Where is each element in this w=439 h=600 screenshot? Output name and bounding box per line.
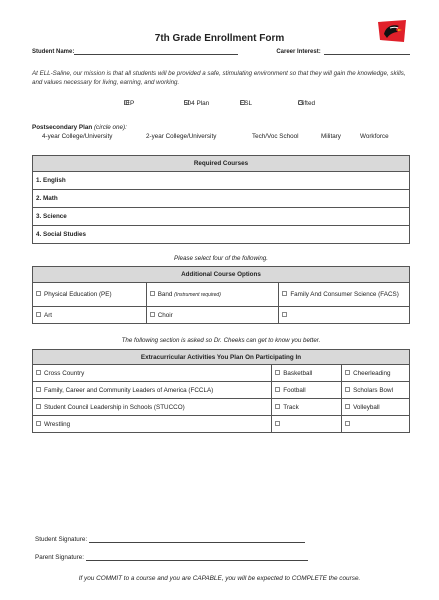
required-courses-header: Required Courses: [33, 156, 410, 172]
activity-option[interactable]: Wrestling: [33, 416, 272, 433]
activity-option[interactable]: Track: [272, 399, 342, 416]
option-tech[interactable]: Tech/Voc School: [252, 133, 299, 140]
extracurricular-table: [32, 349, 410, 433]
additional-courses-header: Additional Course Options: [33, 267, 410, 283]
option-4yr[interactable]: 4-year College/University: [42, 133, 113, 140]
activity-option[interactable]: Volleyball: [342, 399, 410, 416]
parent-signature-line: [35, 554, 308, 561]
course-option[interactable]: Physical Education (PE): [33, 283, 147, 307]
activity-option[interactable]: Cross Country: [33, 365, 272, 382]
activity-option[interactable]: Football: [272, 382, 342, 399]
activity-option[interactable]: Student Council Leadership in Schools (STUCCO): [33, 399, 272, 416]
checkbox-icon[interactable]: [36, 404, 41, 409]
course-row: 2. Math: [33, 190, 410, 208]
student-name-field[interactable]: [74, 48, 238, 55]
course-option[interactable]: [279, 307, 410, 324]
checkbox-icon[interactable]: [275, 421, 280, 426]
student-signature-label: Student Signature:: [35, 536, 88, 543]
checkbox-icon[interactable]: [345, 404, 350, 409]
student-signature-field[interactable]: [89, 536, 305, 543]
checkbox-icon[interactable]: [36, 421, 41, 426]
activity-option[interactable]: Cheerleading: [342, 365, 410, 382]
option-2yr[interactable]: 2-year College/University: [146, 133, 217, 140]
footer-note: If you COMMIT to a course and you are CAPABLE, you will be expected to COMPLETE the course.: [78, 575, 361, 582]
career-interest-label: Career Interest:: [276, 49, 321, 55]
activity-option[interactable]: Basketball: [272, 365, 342, 382]
parent-signature-field[interactable]: [86, 554, 308, 561]
checkbox-icon[interactable]: [275, 387, 280, 392]
checkbox-icon[interactable]: [275, 404, 280, 409]
course-option[interactable]: Choir: [146, 307, 279, 324]
checkbox-icon[interactable]: [282, 291, 287, 296]
form-title: 7th Grade Enrollment Form: [154, 33, 285, 44]
activity-option[interactable]: [342, 416, 410, 433]
parent-signature-label: Parent Signature:: [35, 554, 85, 561]
checkbox-icon[interactable]: [150, 312, 155, 317]
course-option[interactable]: Band (Instrument required): [146, 283, 279, 307]
additional-courses-table: [32, 266, 410, 324]
checkbox-icon[interactable]: [150, 291, 155, 296]
required-courses-table: [32, 155, 410, 244]
postsecondary-label: Postsecondary Plan (circle one):: [32, 124, 127, 131]
student-signature-line: [35, 536, 305, 543]
checkbox-icon[interactable]: [36, 370, 41, 375]
checkbox-icon[interactable]: [282, 312, 287, 317]
activity-option[interactable]: [272, 416, 342, 433]
additional-note: Please select four of the following.: [174, 255, 268, 262]
student-name-label: Student Name:: [32, 49, 75, 55]
checkbox-icon[interactable]: [275, 370, 280, 375]
course-option[interactable]: Family And Consumer Science (FACS): [279, 283, 410, 307]
option-military[interactable]: Military: [321, 133, 341, 140]
extracurricular-header: Extracurricular Activities You Plan On Participating In: [33, 350, 410, 365]
option-workforce[interactable]: Workforce: [360, 133, 389, 140]
course-row: 3. Science: [33, 208, 410, 226]
career-interest-field[interactable]: [324, 48, 410, 55]
activity-option[interactable]: Scholars Bowl: [342, 382, 410, 399]
checkbox-icon[interactable]: [36, 312, 41, 317]
activity-option[interactable]: Family, Career and Community Leaders of America (FCCLA): [33, 382, 272, 399]
checkbox-icon[interactable]: [345, 421, 350, 426]
course-option[interactable]: Art: [33, 307, 147, 324]
checkbox-icon[interactable]: [345, 370, 350, 375]
course-row: 1. English: [33, 172, 410, 190]
extracurricular-note: The following section is asked so Dr. Cheeks can get to know you better.: [121, 337, 321, 344]
checkbox-icon[interactable]: [36, 387, 41, 392]
checkbox-icon[interactable]: [36, 291, 41, 296]
course-row: 4. Social Studies: [33, 226, 410, 244]
student-info-line: [32, 48, 410, 55]
mission-statement: At ELL-Saline, our mission is that all students will be provided a safe, stimulating environment so that they will gain the knowledge, skills, and values necessary for living, earning, and working.: [32, 70, 406, 86]
checkbox-icon[interactable]: [345, 387, 350, 392]
